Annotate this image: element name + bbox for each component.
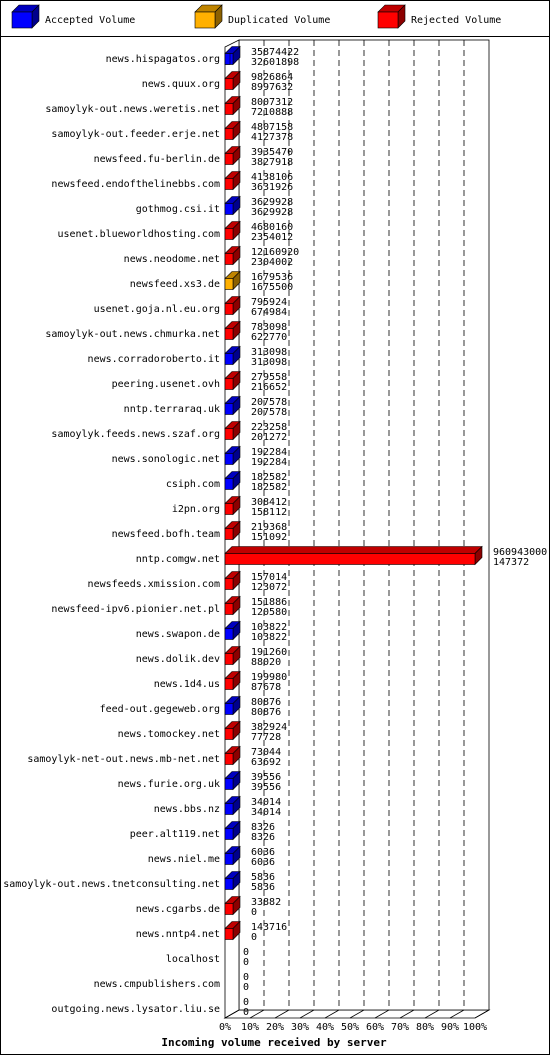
bar-13-front	[225, 379, 233, 390]
accepted-value-29: 39556	[251, 782, 282, 793]
accepted-value-34: 0	[251, 907, 258, 918]
accepted-value-28: 63692	[251, 757, 282, 768]
accepted-value-37: 0	[243, 982, 250, 993]
bar-19-front	[225, 529, 233, 540]
total-value-4: 3935470	[251, 147, 294, 158]
bar-27-front	[225, 729, 233, 740]
bar-22-front	[225, 604, 233, 615]
total-value-33: 5836	[251, 872, 276, 883]
x-tick-label-8: 80%	[415, 1022, 435, 1033]
total-value-27: 382924	[251, 722, 288, 733]
total-value-1: 9826864	[251, 72, 294, 83]
accepted-value-4: 3827918	[251, 157, 294, 168]
bar-35-front	[225, 929, 233, 940]
total-value-17: 182582	[251, 472, 288, 483]
bar-32-front	[225, 854, 233, 865]
accepted-value-31: 8326	[251, 832, 276, 843]
total-value-21: 157014	[251, 572, 288, 583]
accepted-value-27: 77728	[251, 732, 282, 743]
total-value-9: 1679536	[251, 272, 294, 283]
accepted-value-12: 313098	[251, 357, 288, 368]
accepted-value-30: 34014	[251, 807, 282, 818]
bar-11-front	[225, 329, 233, 340]
total-value-37: 0	[243, 972, 250, 983]
server-label-7: usenet.blueworldhosting.com	[57, 229, 220, 240]
accepted-value-5: 3631926	[251, 182, 294, 193]
total-value-0: 35874422	[251, 47, 300, 58]
bar-29-front	[225, 779, 233, 790]
bar-10-front	[225, 304, 233, 315]
server-label-30: news.bbs.nz	[153, 804, 220, 815]
bar-24-front	[225, 654, 233, 665]
accepted-value-21: 123072	[251, 582, 288, 593]
server-label-36: localhost	[165, 954, 220, 965]
bar-4-front	[225, 154, 233, 165]
server-label-16: news.sonologic.net	[111, 454, 220, 465]
bar-33-front	[225, 879, 233, 890]
accepted-value-35: 0	[251, 932, 258, 943]
server-label-27: news.tomockey.net	[117, 729, 220, 740]
bar-8-front	[225, 254, 233, 265]
bar-3-front	[225, 129, 233, 140]
server-label-32: news.niel.me	[147, 854, 220, 865]
accepted-value-2: 7210888	[251, 107, 294, 118]
bar-6-front	[225, 204, 233, 215]
bar-7-front	[225, 229, 233, 240]
total-value-12: 313098	[251, 347, 288, 358]
bar-18-front	[225, 504, 233, 515]
x-tick-label-9: 90%	[440, 1022, 460, 1033]
total-value-30: 34014	[251, 797, 282, 808]
total-value-28: 73044	[251, 747, 282, 758]
accepted-value-10: 674984	[251, 307, 288, 318]
x-tick-label-3: 30%	[290, 1022, 310, 1033]
accepted-value-9: 1675500	[251, 282, 294, 293]
bar-2-front	[225, 104, 233, 115]
total-value-36: 0	[243, 947, 250, 958]
total-value-31: 8326	[251, 822, 276, 833]
server-label-15: samoylyk.feeds.news.szaf.org	[51, 429, 220, 440]
accepted-value-23: 103822	[251, 632, 288, 643]
server-label-18: i2pn.org	[171, 504, 220, 515]
legend-swatch-0-front	[12, 12, 32, 28]
total-value-32: 6036	[251, 847, 276, 858]
total-value-22: 151886	[251, 597, 288, 608]
accepted-value-7: 2354012	[251, 232, 294, 243]
x-axis	[219, 1022, 487, 1033]
server-labels	[3, 54, 220, 1015]
x-tick-label-2: 20%	[265, 1022, 285, 1033]
x-tick-label-0: 0%	[218, 1022, 232, 1033]
server-label-5: newsfeed.endofthelinebbs.com	[51, 179, 220, 190]
bar-26-front	[225, 704, 233, 715]
total-value-2: 8007312	[251, 97, 294, 108]
accepted-value-33: 5836	[251, 882, 276, 893]
accepted-value-24: 88020	[251, 657, 282, 668]
x-tick-label-10: 100%	[462, 1022, 488, 1033]
server-label-10: usenet.goja.nl.eu.org	[93, 304, 220, 315]
server-label-38: outgoing.news.lysator.liu.se	[51, 1004, 220, 1015]
server-label-13: peering.usenet.ovh	[111, 379, 220, 390]
server-label-34: news.cgarbs.de	[135, 904, 220, 915]
accepted-value-16: 192284	[251, 457, 288, 468]
bar-31-front	[225, 829, 233, 840]
accepted-value-18: 158112	[251, 507, 288, 518]
bar-34-front	[225, 904, 233, 915]
bar-14-front	[225, 404, 233, 415]
server-label-37: news.cmpublishers.com	[93, 979, 220, 990]
accepted-value-11: 622770	[251, 332, 288, 343]
server-label-29: news.furie.org.uk	[117, 779, 220, 790]
total-value-29: 39556	[251, 772, 282, 783]
server-label-20: nntp.comgw.net	[135, 554, 220, 565]
bar-25-front	[225, 679, 233, 690]
accepted-value-17: 182582	[251, 482, 288, 493]
server-label-17: csiph.com	[165, 479, 220, 490]
total-value-15: 223258	[251, 422, 288, 433]
accepted-value-3: 4127378	[251, 132, 294, 143]
total-value-20: 960943000	[493, 547, 548, 558]
server-label-11: samoylyk-out.news.chmurka.net	[45, 329, 220, 340]
server-label-22: newsfeed-ipv6.pionier.net.pl	[51, 604, 220, 615]
accepted-value-8: 2304002	[251, 257, 294, 268]
total-value-8: 12160920	[251, 247, 300, 258]
accepted-value-26: 80876	[251, 707, 282, 718]
total-value-3: 4807158	[251, 122, 294, 133]
bar-20	[225, 547, 482, 565]
legend-swatch-1	[195, 5, 222, 28]
server-label-35: news.nntp4.net	[135, 929, 220, 940]
x-tick-label-4: 40%	[315, 1022, 335, 1033]
accepted-value-20: 147372	[493, 557, 530, 568]
legend	[12, 5, 501, 28]
bar-12-front	[225, 354, 233, 365]
total-value-11: 783098	[251, 322, 288, 333]
total-value-14: 207578	[251, 397, 288, 408]
total-value-19: 219368	[251, 522, 288, 533]
server-label-14: nntp.terraraq.uk	[123, 404, 220, 415]
total-value-7: 4680160	[251, 222, 294, 233]
bar-20-top	[225, 547, 482, 554]
total-value-6: 3629928	[251, 197, 294, 208]
legend-label-0: Accepted Volume	[45, 15, 136, 26]
server-label-3: samoylyk-out.feeder.erje.net	[51, 129, 220, 140]
accepted-value-19: 151092	[251, 532, 288, 543]
server-label-2: samoylyk-out.news.weretis.net	[45, 104, 220, 115]
server-label-24: news.dolik.dev	[135, 654, 220, 665]
accepted-value-38: 0	[243, 1007, 250, 1018]
server-label-23: news.swapon.de	[135, 629, 220, 640]
total-value-24: 191260	[251, 647, 288, 658]
x-tick-label-6: 60%	[365, 1022, 385, 1033]
server-label-25: news.1d4.us	[153, 679, 220, 690]
accepted-value-1: 8997632	[251, 82, 294, 93]
accepted-value-15: 201272	[251, 432, 288, 443]
legend-swatch-0	[12, 5, 39, 28]
accepted-value-6: 3629928	[251, 207, 294, 218]
accepted-value-0: 32601898	[251, 57, 300, 68]
total-value-5: 4138106	[251, 172, 294, 183]
total-value-25: 199980	[251, 672, 288, 683]
bar-28-front	[225, 754, 233, 765]
server-label-6: gothmog.csi.it	[135, 204, 220, 215]
total-value-18: 308412	[251, 497, 288, 508]
server-label-28: samoylyk-net-out.news.mb-net.net	[27, 754, 220, 765]
total-value-10: 795924	[251, 297, 288, 308]
legend-label-2: Rejected Volume	[411, 15, 502, 26]
accepted-value-36: 0	[243, 957, 250, 968]
bar-30-front	[225, 804, 233, 815]
total-value-16: 192284	[251, 447, 288, 458]
accepted-value-14: 207578	[251, 407, 288, 418]
server-label-31: peer.alt119.net	[129, 829, 220, 840]
total-value-23: 103822	[251, 622, 288, 633]
accepted-value-32: 6036	[251, 857, 276, 868]
server-label-4: newsfeed.fu-berlin.de	[93, 154, 220, 165]
bar-23-front	[225, 629, 233, 640]
server-label-12: news.corradoroberto.it	[87, 354, 220, 365]
x-tick-label-5: 50%	[340, 1022, 360, 1033]
server-label-8: news.neodome.net	[123, 254, 220, 265]
bar-21-front	[225, 579, 233, 590]
bar-17-front	[225, 479, 233, 490]
x-axis-title: Incoming volume received by server	[161, 1036, 387, 1049]
legend-swatch-2-front	[378, 12, 398, 28]
total-value-34: 33882	[251, 897, 282, 908]
bar-16-front	[225, 454, 233, 465]
total-value-38: 0	[243, 997, 250, 1008]
x-tick-label-7: 70%	[390, 1022, 410, 1033]
total-value-13: 279558	[251, 372, 288, 383]
server-label-0: news.hispagatos.org	[105, 54, 220, 65]
server-label-1: news.quux.org	[141, 79, 220, 90]
server-label-21: newsfeeds.xmission.com	[87, 579, 220, 590]
bar-9-front	[225, 279, 233, 290]
accepted-value-13: 216652	[251, 382, 288, 393]
total-value-35: 143716	[251, 922, 288, 933]
bar-accepted-0	[225, 54, 230, 65]
total-value-26: 80876	[251, 697, 282, 708]
server-label-33: samoylyk-out.news.tnetconsulting.net	[3, 879, 220, 890]
server-label-19: newsfeed.bofh.team	[111, 529, 220, 540]
bar-1-front	[225, 79, 233, 90]
legend-label-1: Duplicated Volume	[228, 15, 331, 26]
accepted-value-22: 120580	[251, 607, 288, 618]
bar-15-front	[225, 429, 233, 440]
bar-20-front	[225, 554, 475, 565]
accepted-value-25: 87678	[251, 682, 282, 693]
x-tick-label-1: 10%	[240, 1022, 260, 1033]
bar-5-front	[225, 179, 233, 190]
server-label-9: newsfeed.xs3.de	[129, 279, 220, 290]
legend-swatch-2	[378, 5, 405, 28]
legend-swatch-1-front	[195, 12, 215, 28]
server-label-26: feed-out.gegeweb.org	[99, 704, 220, 715]
